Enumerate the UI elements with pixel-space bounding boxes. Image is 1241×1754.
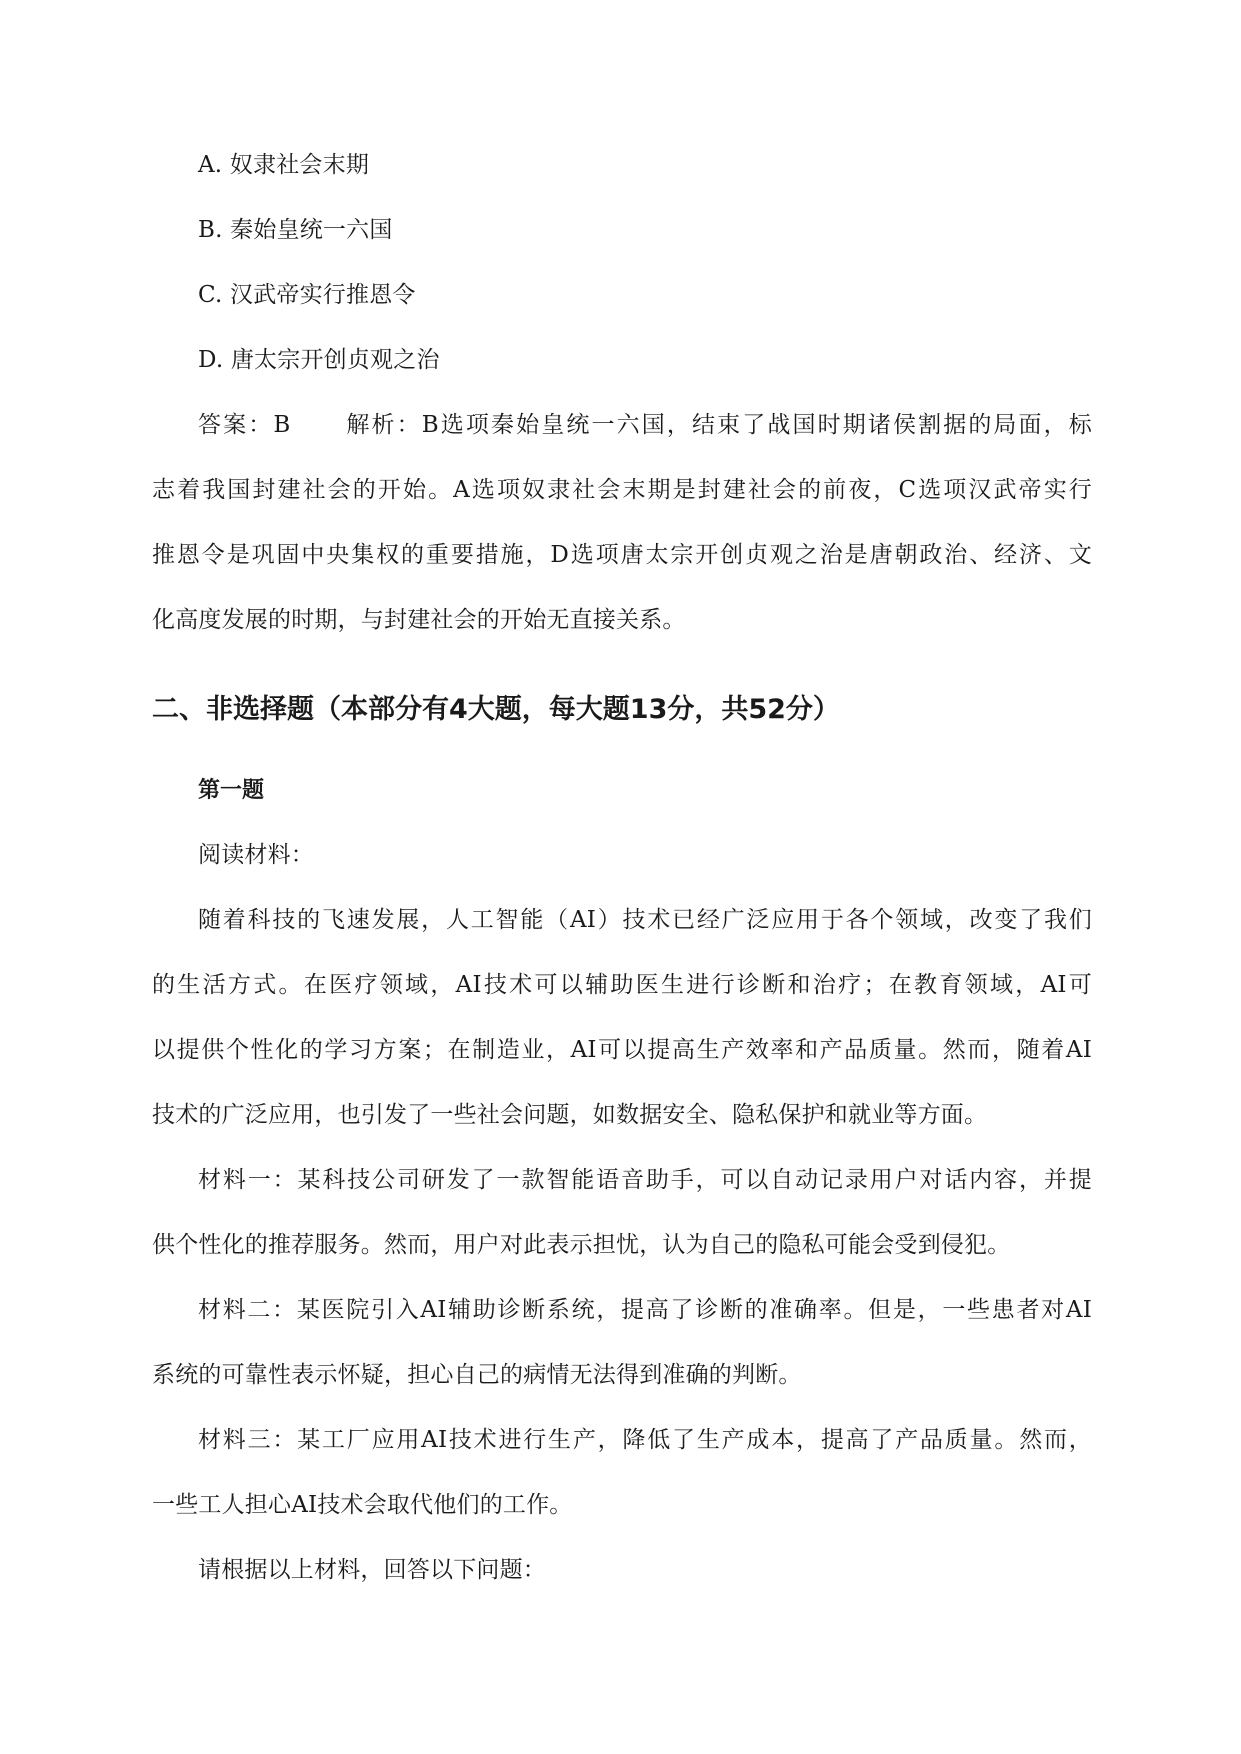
explanation-line-4: 化高度发展的时期，与封建社会的开始无直接关系。 — [152, 607, 686, 633]
question-title: 第一题 — [198, 778, 265, 803]
section-title: 二、非选择题（本部分有4大题，每大题13分，共52分） — [152, 694, 840, 725]
material-two-line-2: 系统的可靠性表示怀疑，担心自己的病情无法得到准确的判断。 — [152, 1362, 802, 1388]
option-a: A. 奴隶社会末期 — [198, 152, 370, 178]
question-prompt: 请根据以上材料，回答以下问题： — [198, 1557, 546, 1583]
material-one-line-2: 供个性化的推荐服务。然而，用户对此表示担忧，认为自己的隐私可能会受到侵犯。 — [152, 1232, 1011, 1258]
passage-line-3: 以提供个性化的学习方案；在制造业，AI可以提高生产效率和产品质量。然而，随着AI — [152, 1037, 1092, 1063]
passage-line-2: 的生活方式。在医疗领域，AI技术可以辅助医生进行诊断和治疗；在教育领域，AI可 — [152, 972, 1092, 998]
explanation-line-3: 推恩令是巩固中央集权的重要措施，D选项唐太宗开创贞观之治是唐朝政治、经济、文 — [152, 542, 1092, 568]
passage-line-1: 随着科技的飞速发展，人工智能（AI）技术已经广泛应用于各个领域，改变了我们 — [198, 907, 1092, 933]
option-b: B. 秦始皇统一六国 — [198, 217, 393, 243]
answer-label: 答案：B — [198, 412, 291, 438]
answer-explanation-line-1 — [198, 410, 1092, 440]
intro-label: 阅读材料： — [198, 842, 314, 868]
material-one-line-1: 材料一：某科技公司研发了一款智能语音助手，可以自动记录用户对话内容，并提 — [198, 1167, 1092, 1193]
passage-line-4: 技术的广泛应用，也引发了一些社会问题，如数据安全、隐私保护和就业等方面。 — [152, 1102, 988, 1128]
explanation-start: 解析：B选项秦始皇统一六国，结束了战国时期诸侯割据的局面，标 — [344, 412, 1092, 438]
material-three-line-1: 材料三：某工厂应用AI技术进行生产，降低了生产成本，提高了产品质量。然而， — [198, 1427, 1092, 1453]
explanation-line-2: 志着我国封建社会的开始。A选项奴隶社会末期是封建社会的前夜，C选项汉武帝实行 — [152, 477, 1092, 503]
option-d: D. 唐太宗开创贞观之治 — [198, 347, 440, 373]
option-c: C. 汉武帝实行推恩令 — [198, 282, 416, 308]
material-two-line-1: 材料二：某医院引入AI辅助诊断系统，提高了诊断的准确率。但是，一些患者对AI — [198, 1297, 1092, 1323]
material-three-line-2: 一些工人担心AI技术会取代他们的工作。 — [152, 1492, 573, 1518]
